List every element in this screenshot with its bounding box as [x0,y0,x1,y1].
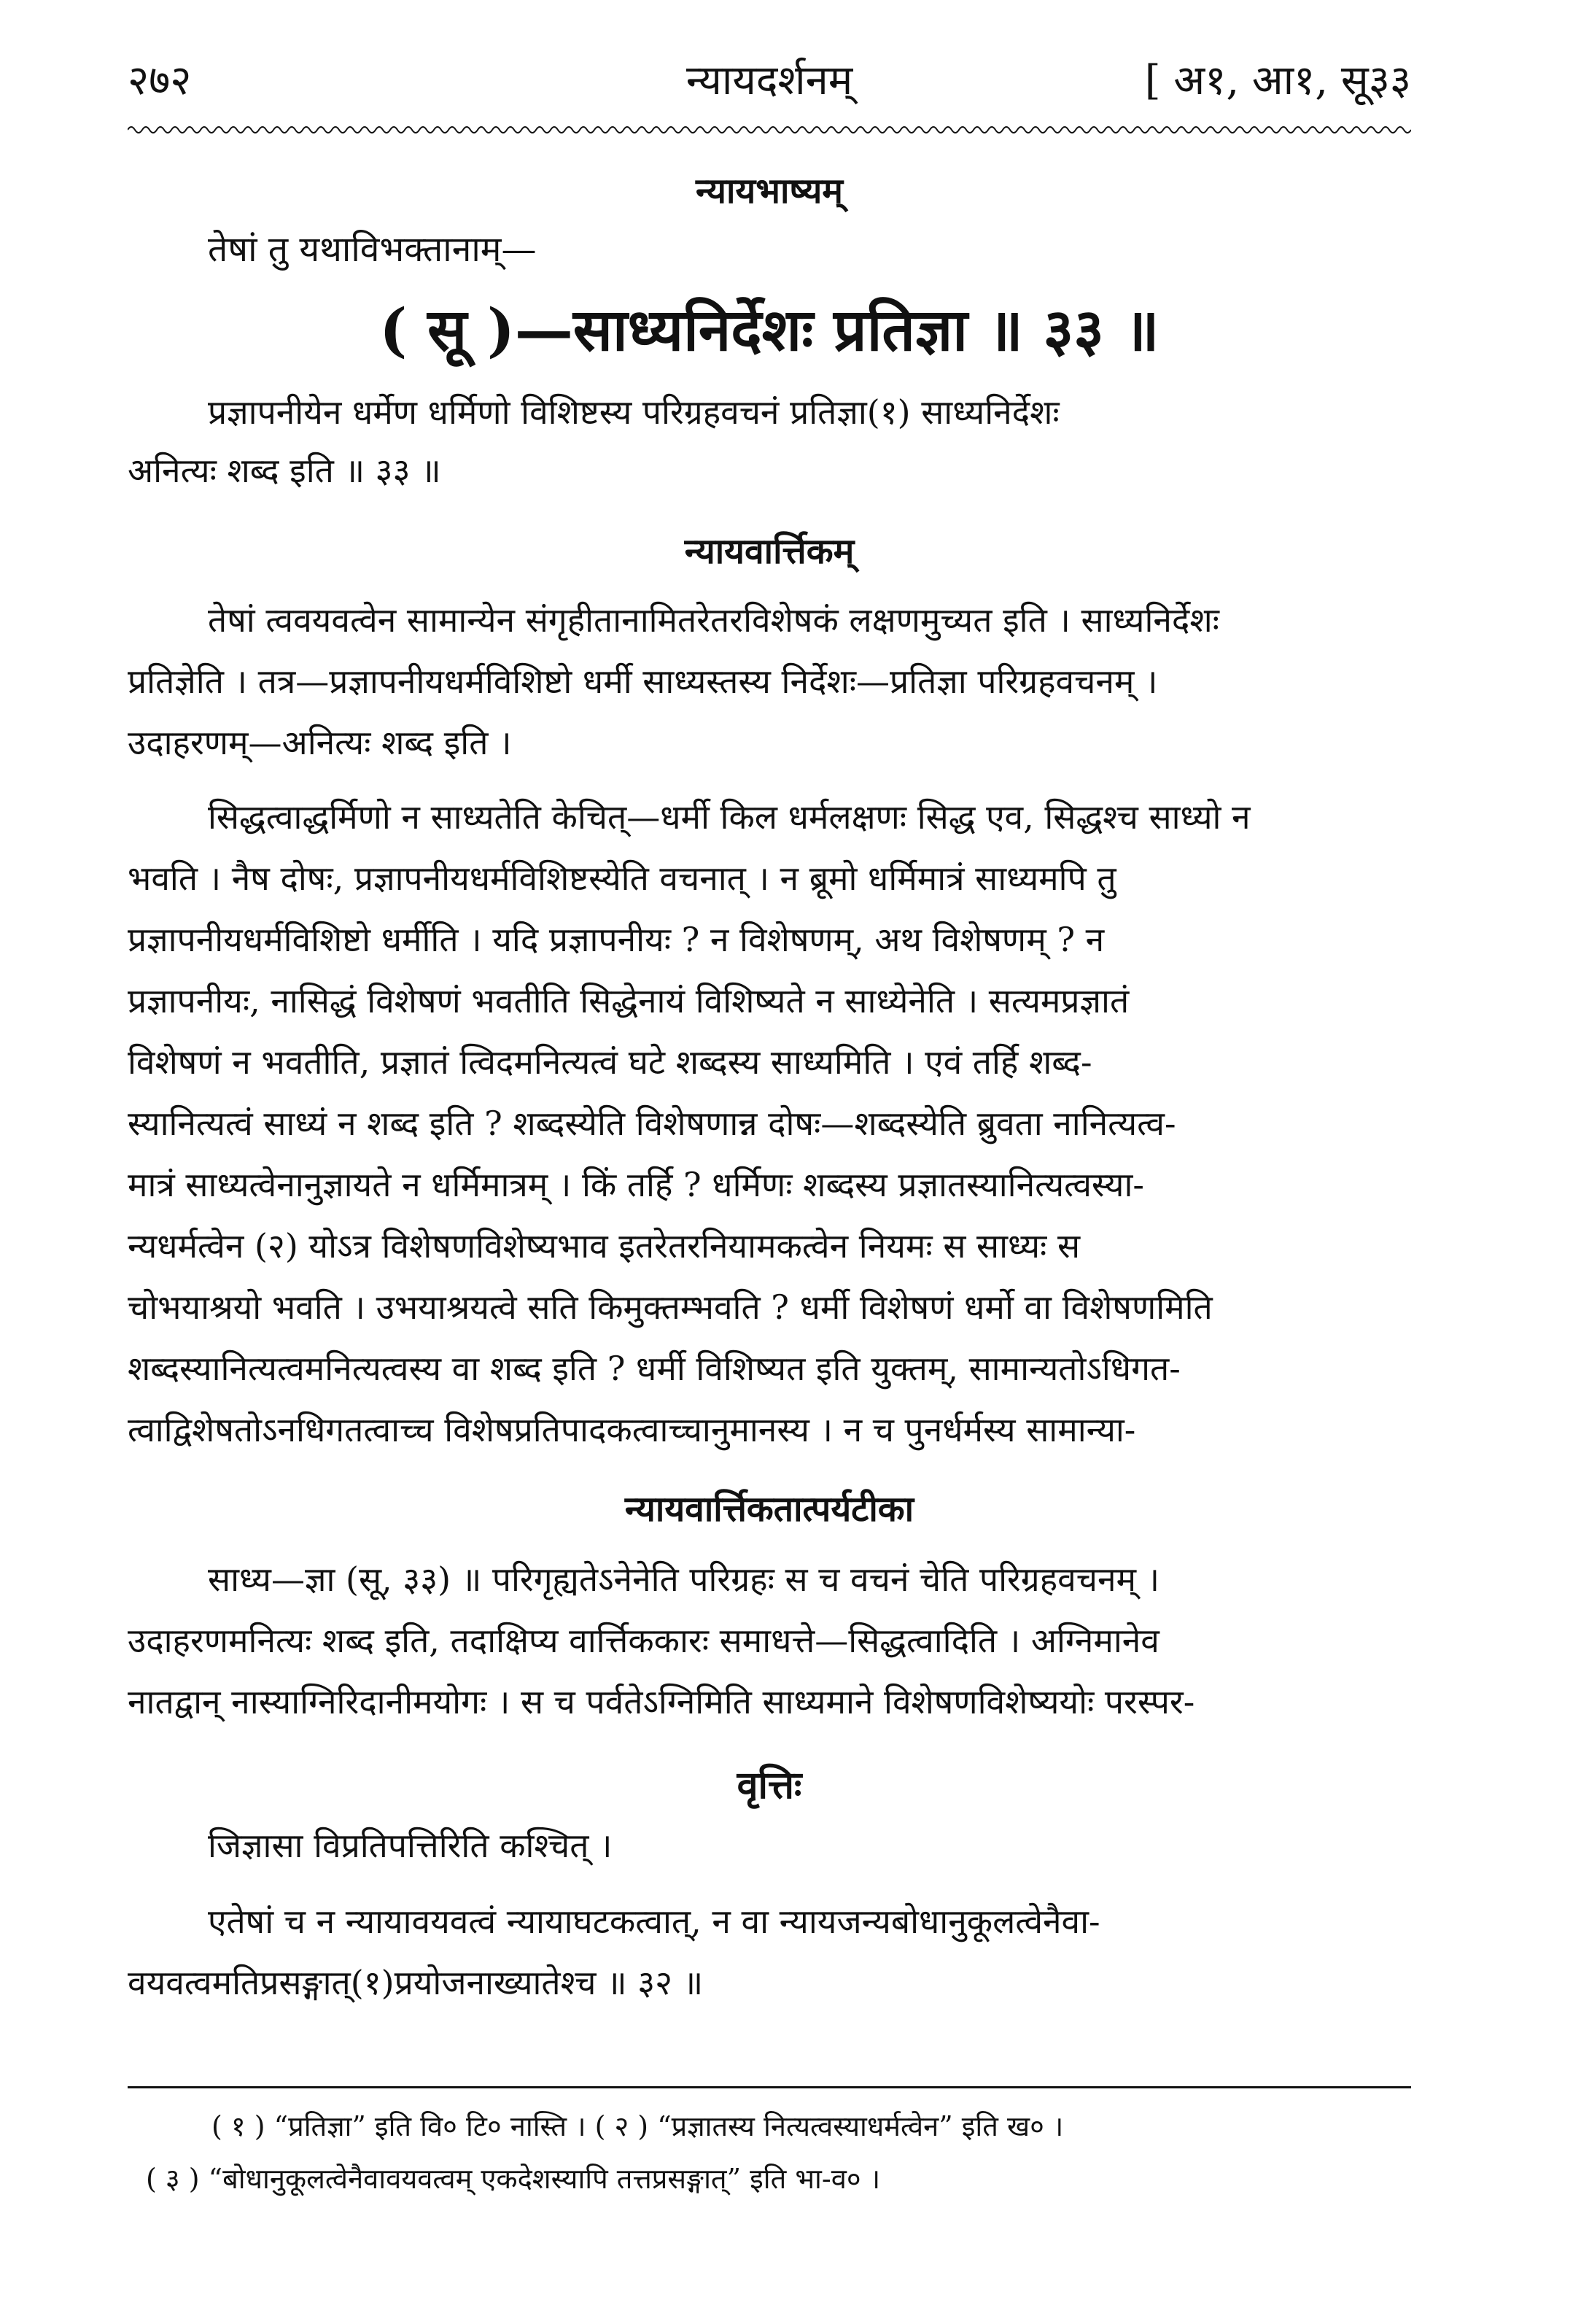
bhashya-line: प्रज्ञापनीयेन धर्मेण धर्मिणो विशिष्टस्य परिग्रहवचनं प्रतिज्ञा(१) साध्यनिर्देशः [208,392,1060,432]
footnote: ( ३ ) “बोधानुकूलत्वेनैवावयवत्वम् एकदेशस्यापि तत्तप्रसङ्गात्” इति भा-व० । [146,2163,881,2195]
bhashya-intro: तेषां तु यथाविभक्तानाम्— [208,229,537,270]
vartika-line: मात्रं साध्यत्वेनानुज्ञायते न धर्मिमात्रम् । किं तर्हि ? धर्मिणः शब्दस्य प्रज्ञातस्यानित्यत्वस्या- [128,1165,1144,1204]
vartika-line: न्यधर्मत्वेन (२) योऽत्र विशेषणविशेष्यभाव इतरेतरनियामकत्वेन नियमः स साध्यः स [128,1226,1081,1266]
bhashya-line: अनित्यः शब्द इति ॥ ३३ ॥ [128,451,441,490]
running-header [128,44,1411,124]
section-heading-tika: न्यायवार्त्तिकतात्पर्यटीका [624,1489,914,1530]
vartika-line: स्यानित्यत्वं साध्यं न शब्द इति ? शब्दस्येति विशेषणान्न दोषः—शब्दस्येति ब्रुवता नानित्यत्व- [128,1104,1176,1143]
vartika-line: चोभयाश्रयो भवति । उभयाश्रयत्वे सति किमुक्तम्भवति ? धर्मी विशेषणं धर्मो वा विशेषणमिति [128,1287,1213,1327]
vartika-line: प्रज्ञापनीयधर्मविशिष्टो धर्मीति । यदि प्रज्ञापनीयः ? न विशेषणम्, अथ विशेषणम् ? न [128,920,1105,959]
vartika-line: त्वाद्विशेषतोऽनधिगतत्वाच्च विशेषप्रतिपादकत्वाच्चानुमानस्य । न च पुनर्धर्मस्य सामान्या- [128,1410,1136,1449]
vartika-line: तेषां त्ववयवत्वेन सामान्येन संगृहीतानामितरेतरविशेषकं लक्षणमुच्यत इति । साध्यनिर्देशः [208,600,1219,640]
section-heading-vartika: न्यायवार्त्तिकम् [684,531,855,572]
vritti-line: जिज्ञासा विप्रतिपत्तिरिति कश्चित् । [208,1826,613,1865]
header-wavy-rule [128,123,1411,137]
footnote: ( १ ) “प्रतिज्ञा” इति वि० टि० नास्ति । ( २ ) “प्रज्ञातस्य नित्यत्वस्याधर्मत्वेन” इति ख० । [211,2110,1064,2142]
vritti-line: एतेषां च न न्यायावयवत्वं न्यायाघटकत्वात्, न वा न्यायजन्यबोधानुकूलत्वेनैवा- [208,1902,1100,1941]
vartika-line: शब्दस्यानित्यत्वमनित्यत्वस्य वा शब्द इति ? धर्मी विशिष्यत इति युक्तम्, सामान्यतोऽधिगत- [128,1349,1181,1388]
vritti-line: वयवत्वमतिप्रसङ्गात्(१)प्रयोजनाख्यातेश्च ॥ ३२ ॥ [128,1963,704,2002]
section-heading-vritti: वृत्तिः [737,1763,802,1808]
tika-line: साध्य—ज्ञा (सू, ३३) ॥ परिगृह्यतेऽनेनेति परिग्रहः स च वचनं चेति परिग्रहवचनम् । [208,1560,1160,1599]
footnote-rule [128,2086,1411,2088]
vartika-line: भवति । नैष दोषः, प्रज्ञापनीयधर्मविशिष्टस्येति वचनात् । न ब्रूमो धर्मिमात्रं साध्यमपि तु [128,859,1116,898]
vartika-line: प्रतिज्ञेति । तत्र—प्रज्ञापनीयधर्मविशिष्टो धर्मी साध्यस्तस्य निर्देशः—प्रतिज्ञा परिग्रहवचनम् । [128,662,1158,701]
vartika-line: प्रज्ञापनीयः, नासिद्धं विशेषणं भवतीति सिद्धेनायं विशिष्यते न साध्येनेति । सत्यमप्रज्ञातं [128,981,1130,1020]
section-reference: [ अ१, आ१, सू३३ [1144,57,1411,104]
page-title: न्यायदर्शनम् [685,57,853,104]
page-number: २७२ [128,57,192,104]
tika-line: नातद्वान् नास्याग्निरिदानीमयोगः । स च पर्वतेऽग्निमिति साध्यमाने विशेषणविशेष्ययोः परस्पर- [128,1682,1195,1721]
vartika-line: विशेषणं न भवतीति, प्रज्ञातं त्विदमनित्यत्वं घटे शब्दस्य साध्यमिति । एवं तर्हि शब्द- [128,1042,1092,1082]
section-heading-bhashya: न्यायभाष्यम् [695,171,844,212]
tika-line: उदाहरणमनित्यः शब्द इति, तदाक्षिप्य वार्त्तिककारः समाधत्ते—सिद्धत्वादिति । अग्निमानेव [128,1621,1159,1660]
vartika-line: उदाहरणम्—अनित्यः शब्द इति । [128,723,512,762]
vartika-line: सिद्धत्वाद्धर्मिणो न साध्यतेति केचित्—धर्मी किल धर्मलक्षणः सिद्ध एव, सिद्धश्च साध्यो न [208,797,1251,837]
sutra-text: ( सू )—साध्यनिर्देशः प्रतिज्ञा ॥ ३३ ॥ [379,295,1159,364]
